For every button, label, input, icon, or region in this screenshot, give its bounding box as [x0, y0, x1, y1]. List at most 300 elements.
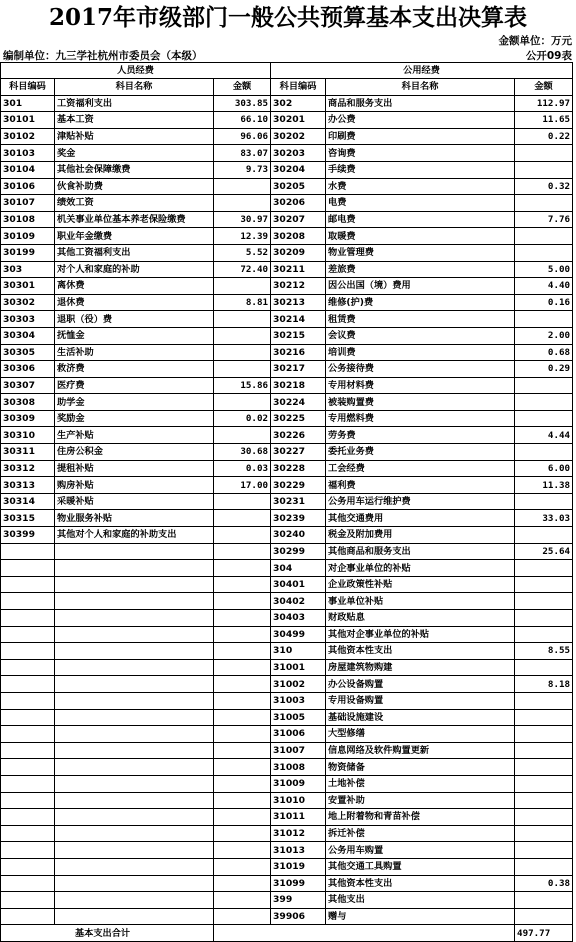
right-code-cell: 31013 [271, 842, 326, 859]
left-empty-cell [1, 809, 55, 826]
left-name-cell: 其他社会保障缴费 [55, 161, 214, 178]
left-empty-cell [55, 659, 214, 676]
right-amount-cell [515, 842, 573, 859]
section-header-row [1, 63, 573, 79]
right-name-cell: 公务用车运行维护费 [326, 493, 515, 510]
table-row [1, 742, 573, 759]
right-amount-cell [515, 610, 573, 627]
right-name-cell: 企业政策性补贴 [326, 576, 515, 593]
right-code-cell: 30231 [271, 493, 326, 510]
total-row [1, 925, 573, 942]
left-empty-cell [55, 643, 214, 660]
right-amount-cell [515, 892, 573, 909]
left-amount-cell: 15.86 [214, 377, 271, 394]
right-name-cell: 其他资本性支出 [326, 875, 515, 892]
budget-table [0, 62, 573, 942]
left-empty-cell [214, 576, 271, 593]
table-row [1, 477, 573, 494]
left-empty-cell [214, 659, 271, 676]
left-empty-cell [1, 643, 55, 660]
left-code-cell: 30313 [1, 477, 55, 494]
right-name-cell: 咨询费 [326, 145, 515, 162]
table-row [1, 145, 573, 162]
left-amount-cell: 66.10 [214, 112, 271, 129]
right-amount-cell [515, 560, 573, 577]
right-code-cell: 30213 [271, 294, 326, 311]
table-row [1, 327, 573, 344]
left-empty-cell [55, 775, 214, 792]
report-title: 2017年市级部门一般公共预算基本支出决算表 [48, 4, 527, 31]
table-row [1, 626, 573, 643]
left-code-cell: 30109 [1, 228, 55, 245]
right-code-cell: 30207 [271, 211, 326, 228]
left-amount-cell: 0.03 [214, 460, 271, 477]
left-empty-cell [1, 576, 55, 593]
right-amount-cell [515, 161, 573, 178]
left-amount-cell [214, 510, 271, 527]
right-name-cell: 大型修缮 [326, 726, 515, 743]
amount-unit-label: 金额单位：万元 [498, 35, 572, 47]
left-code-cell: 30102 [1, 128, 55, 145]
right-amount-cell [515, 908, 573, 925]
right-name-cell: 租赁费 [326, 311, 515, 328]
table-row [1, 809, 573, 826]
left-empty-cell [55, 610, 214, 627]
right-code-cell: 30240 [271, 527, 326, 544]
table-row [1, 95, 573, 112]
right-name-cell: 其他交通工具购置 [326, 858, 515, 875]
section-personnel: 人员经费 [1, 63, 271, 79]
column-header-row [1, 79, 573, 96]
table-row [1, 775, 573, 792]
left-name-header: 科目名称 [55, 79, 214, 96]
right-code-cell: 31010 [271, 792, 326, 809]
right-amount-cell: 2.00 [515, 327, 573, 344]
left-name-cell: 对个人和家庭的补助 [55, 261, 214, 278]
left-empty-cell [214, 875, 271, 892]
right-code-header: 科目编码 [271, 79, 326, 96]
left-code-cell: 30310 [1, 427, 55, 444]
left-code-header: 科目编码 [1, 79, 55, 96]
left-empty-cell [214, 626, 271, 643]
right-amount-cell [515, 527, 573, 544]
left-name-cell: 其他工资福利支出 [55, 244, 214, 261]
left-empty-cell [55, 576, 214, 593]
table-row [1, 560, 573, 577]
right-code-cell: 399 [271, 892, 326, 909]
right-amount-cell: 6.00 [515, 460, 573, 477]
right-amount-cell: 7.76 [515, 211, 573, 228]
table-row [1, 361, 573, 378]
left-empty-cell [1, 792, 55, 809]
left-code-cell: 30302 [1, 294, 55, 311]
left-empty-cell [1, 908, 55, 925]
table-row [1, 643, 573, 660]
right-amount-cell: 0.32 [515, 178, 573, 195]
right-code-cell: 31011 [271, 809, 326, 826]
right-name-cell: 物业管理费 [326, 244, 515, 261]
left-code-cell: 30315 [1, 510, 55, 527]
left-empty-cell [55, 842, 214, 859]
right-code-cell: 31009 [271, 775, 326, 792]
right-code-cell: 30499 [271, 626, 326, 643]
table-row [1, 726, 573, 743]
left-amount-cell [214, 327, 271, 344]
left-empty-cell [214, 593, 271, 610]
left-code-cell: 30305 [1, 344, 55, 361]
right-name-cell: 财政贴息 [326, 610, 515, 627]
total-label: 基本支出合计 [1, 925, 214, 942]
left-empty-cell [214, 709, 271, 726]
right-amount-cell [515, 228, 573, 245]
right-name-cell: 专用材料费 [326, 377, 515, 394]
left-amount-cell [214, 361, 271, 378]
right-name-cell: 专用燃料费 [326, 410, 515, 427]
left-name-cell: 退休费 [55, 294, 214, 311]
left-empty-cell [55, 759, 214, 776]
left-empty-cell [214, 676, 271, 693]
left-code-cell: 30309 [1, 410, 55, 427]
left-empty-cell [55, 792, 214, 809]
left-name-cell: 津贴补贴 [55, 128, 214, 145]
right-amount-cell: 11.38 [515, 477, 573, 494]
left-code-cell: 30308 [1, 394, 55, 411]
left-empty-cell [214, 726, 271, 743]
left-amount-cell [214, 527, 271, 544]
table-row [1, 377, 573, 394]
right-amount-cell [515, 692, 573, 709]
right-code-cell: 30205 [271, 178, 326, 195]
left-empty-cell [55, 742, 214, 759]
right-code-cell: 30229 [271, 477, 326, 494]
right-amount-cell [515, 195, 573, 212]
table-row [1, 543, 573, 560]
right-name-cell: 信息网络及软件购置更新 [326, 742, 515, 759]
right-code-cell: 30403 [271, 610, 326, 627]
right-code-cell: 30216 [271, 344, 326, 361]
right-name-cell: 基础设施建设 [326, 709, 515, 726]
left-code-cell: 30399 [1, 527, 55, 544]
right-name-cell: 物资储备 [326, 759, 515, 776]
left-code-cell: 30303 [1, 311, 55, 328]
table-row [1, 510, 573, 527]
right-amount-cell [515, 394, 573, 411]
left-name-cell: 奖金 [55, 145, 214, 162]
left-empty-cell [1, 610, 55, 627]
right-name-cell: 水费 [326, 178, 515, 195]
left-empty-cell [1, 659, 55, 676]
right-amount-cell [515, 726, 573, 743]
right-code-cell: 30209 [271, 244, 326, 261]
left-name-cell: 奖励金 [55, 410, 214, 427]
left-code-cell: 30307 [1, 377, 55, 394]
right-amount-cell [515, 410, 573, 427]
right-amount-cell: 4.44 [515, 427, 573, 444]
right-amount-cell: 0.38 [515, 875, 573, 892]
left-amount-cell: 30.68 [214, 444, 271, 461]
left-name-cell: 机关事业单位基本养老保险缴费 [55, 211, 214, 228]
table-row [1, 593, 573, 610]
right-name-cell: 房屋建筑物购建 [326, 659, 515, 676]
right-name-cell: 劳务费 [326, 427, 515, 444]
right-amount-cell [515, 626, 573, 643]
right-amount-cell [515, 659, 573, 676]
right-code-cell: 30204 [271, 161, 326, 178]
right-amount-cell: 5.00 [515, 261, 573, 278]
left-empty-cell [1, 775, 55, 792]
right-name-cell: 地上附着物和青苗补偿 [326, 809, 515, 826]
left-empty-cell [1, 726, 55, 743]
right-name-cell: 因公出国（境）费用 [326, 278, 515, 295]
right-amount-cell: 8.55 [515, 643, 573, 660]
total-amount: 497.77 [515, 925, 573, 942]
right-name-cell: 维修(护)费 [326, 294, 515, 311]
right-name-cell: 其他资本性支出 [326, 643, 515, 660]
right-amount-cell [515, 145, 573, 162]
table-row [1, 294, 573, 311]
left-amount-cell: 83.07 [214, 145, 271, 162]
left-empty-cell [1, 825, 55, 842]
left-code-cell: 30103 [1, 145, 55, 162]
left-amount-cell: 5.52 [214, 244, 271, 261]
right-code-cell: 30203 [271, 145, 326, 162]
right-amount-header: 金额 [515, 79, 573, 96]
left-code-cell: 303 [1, 261, 55, 278]
table-row [1, 709, 573, 726]
table-row [1, 610, 573, 627]
right-code-cell: 39906 [271, 908, 326, 925]
right-name-cell: 其他商品和服务支出 [326, 543, 515, 560]
right-name-cell: 其他支出 [326, 892, 515, 909]
right-code-cell: 30225 [271, 410, 326, 427]
left-empty-cell [55, 593, 214, 610]
right-amount-cell [515, 858, 573, 875]
left-name-cell: 工资福利支出 [55, 95, 214, 112]
table-row [1, 676, 573, 693]
table-row [1, 759, 573, 776]
left-name-cell: 提租补贴 [55, 460, 214, 477]
right-code-cell: 31012 [271, 825, 326, 842]
right-code-cell: 30206 [271, 195, 326, 212]
left-empty-cell [1, 560, 55, 577]
right-name-cell: 办公费 [326, 112, 515, 129]
table-row [1, 576, 573, 593]
right-name-cell: 电费 [326, 195, 515, 212]
left-name-cell: 伙食补助费 [55, 178, 214, 195]
left-code-cell: 30107 [1, 195, 55, 212]
left-empty-cell [55, 825, 214, 842]
left-empty-cell [1, 892, 55, 909]
left-amount-header: 金额 [214, 79, 271, 96]
left-empty-cell [55, 543, 214, 560]
left-empty-cell [55, 908, 214, 925]
right-name-cell: 专用设备购置 [326, 692, 515, 709]
right-code-cell: 30228 [271, 460, 326, 477]
right-code-cell: 30217 [271, 361, 326, 378]
right-name-cell: 赠与 [326, 908, 515, 925]
right-amount-cell [515, 493, 573, 510]
right-name-cell: 对企事业单位的补贴 [326, 560, 515, 577]
table-row [1, 875, 573, 892]
left-name-cell: 助学金 [55, 394, 214, 411]
right-amount-cell [515, 809, 573, 826]
left-empty-cell [214, 809, 271, 826]
right-amount-cell [515, 759, 573, 776]
right-name-cell: 印刷费 [326, 128, 515, 145]
right-code-cell: 31003 [271, 692, 326, 709]
right-amount-cell: 0.29 [515, 361, 573, 378]
right-amount-cell [515, 311, 573, 328]
table-row [1, 410, 573, 427]
left-name-cell: 其他对个人和家庭的补助支出 [55, 527, 214, 544]
left-name-cell: 购房补贴 [55, 477, 214, 494]
right-code-cell: 30202 [271, 128, 326, 145]
left-empty-cell [214, 543, 271, 560]
left-empty-cell [1, 875, 55, 892]
right-amount-cell: 112.97 [515, 95, 573, 112]
right-code-cell: 310 [271, 643, 326, 660]
left-name-cell: 生活补助 [55, 344, 214, 361]
right-amount-cell: 33.03 [515, 510, 573, 527]
left-name-cell: 抚恤金 [55, 327, 214, 344]
left-name-cell: 退职（役）费 [55, 311, 214, 328]
right-amount-cell: 0.16 [515, 294, 573, 311]
left-empty-cell [55, 858, 214, 875]
table-row [1, 211, 573, 228]
right-name-cell: 取暖费 [326, 228, 515, 245]
left-name-cell: 职业年金缴费 [55, 228, 214, 245]
left-empty-cell [55, 726, 214, 743]
table-row [1, 112, 573, 129]
left-name-cell: 生产补贴 [55, 427, 214, 444]
left-empty-cell [214, 792, 271, 809]
right-amount-cell: 25.64 [515, 543, 573, 560]
left-code-cell: 30311 [1, 444, 55, 461]
table-row [1, 228, 573, 245]
table-row [1, 659, 573, 676]
left-empty-cell [214, 842, 271, 859]
right-code-cell: 30401 [271, 576, 326, 593]
left-empty-cell [55, 560, 214, 577]
left-name-cell: 采暖补贴 [55, 493, 214, 510]
left-amount-cell [214, 278, 271, 295]
left-empty-cell [55, 692, 214, 709]
right-code-cell: 31002 [271, 676, 326, 693]
left-empty-cell [214, 560, 271, 577]
right-code-cell: 30226 [271, 427, 326, 444]
right-amount-cell: 0.22 [515, 128, 573, 145]
right-name-cell: 商品和服务支出 [326, 95, 515, 112]
right-name-cell: 福利费 [326, 477, 515, 494]
left-empty-cell [214, 610, 271, 627]
left-amount-cell: 30.97 [214, 211, 271, 228]
left-empty-cell [1, 676, 55, 693]
table-row [1, 178, 573, 195]
table-row [1, 892, 573, 909]
right-name-cell: 公务接待费 [326, 361, 515, 378]
left-empty-cell [55, 875, 214, 892]
right-amount-cell: 0.68 [515, 344, 573, 361]
left-amount-cell: 12.39 [214, 228, 271, 245]
left-amount-cell [214, 493, 271, 510]
table-row [1, 278, 573, 295]
table-row [1, 444, 573, 461]
right-amount-cell [515, 593, 573, 610]
left-code-cell: 30304 [1, 327, 55, 344]
left-amount-cell [214, 195, 271, 212]
left-code-cell: 30301 [1, 278, 55, 295]
section-public: 公用经费 [271, 63, 573, 79]
left-name-cell: 救济费 [55, 361, 214, 378]
table-row [1, 908, 573, 925]
left-empty-cell [55, 809, 214, 826]
left-empty-cell [55, 626, 214, 643]
left-code-cell: 30108 [1, 211, 55, 228]
total-spacer [214, 925, 515, 942]
left-amount-cell: 96.06 [214, 128, 271, 145]
right-name-cell: 工会经费 [326, 460, 515, 477]
right-amount-cell [515, 742, 573, 759]
right-name-cell: 会议费 [326, 327, 515, 344]
organization-label: 编制单位：九三学社杭州市委员会（本级） [3, 50, 203, 62]
left-empty-cell [214, 825, 271, 842]
left-amount-cell: 8.81 [214, 294, 271, 311]
right-amount-cell [515, 709, 573, 726]
right-name-cell: 差旅费 [326, 261, 515, 278]
right-code-cell: 31099 [271, 875, 326, 892]
right-code-cell: 31005 [271, 709, 326, 726]
left-name-cell: 物业服务补贴 [55, 510, 214, 527]
left-empty-cell [214, 759, 271, 776]
right-code-cell: 30212 [271, 278, 326, 295]
right-code-cell: 30402 [271, 593, 326, 610]
right-name-cell: 委托业务费 [326, 444, 515, 461]
right-code-cell: 30215 [271, 327, 326, 344]
left-amount-cell: 72.40 [214, 261, 271, 278]
right-name-cell: 邮电费 [326, 211, 515, 228]
left-amount-cell: 9.73 [214, 161, 271, 178]
right-code-cell: 304 [271, 560, 326, 577]
left-code-cell: 30199 [1, 244, 55, 261]
left-empty-cell [1, 626, 55, 643]
left-code-cell: 30312 [1, 460, 55, 477]
left-empty-cell [1, 742, 55, 759]
left-amount-cell [214, 311, 271, 328]
left-amount-cell [214, 427, 271, 444]
right-name-cell: 培训费 [326, 344, 515, 361]
right-code-cell: 31006 [271, 726, 326, 743]
left-name-cell: 住房公积金 [55, 444, 214, 461]
table-row [1, 311, 573, 328]
table-row [1, 161, 573, 178]
right-name-header: 科目名称 [326, 79, 515, 96]
table-row [1, 344, 573, 361]
right-code-cell: 30227 [271, 444, 326, 461]
right-code-cell: 30299 [271, 543, 326, 560]
right-code-cell: 30218 [271, 377, 326, 394]
left-code-cell: 30101 [1, 112, 55, 129]
table-row [1, 195, 573, 212]
right-amount-cell [515, 775, 573, 792]
right-name-cell: 被装购置费 [326, 394, 515, 411]
left-empty-cell [1, 543, 55, 560]
right-amount-cell [515, 576, 573, 593]
right-amount-cell: 11.65 [515, 112, 573, 129]
left-code-cell: 301 [1, 95, 55, 112]
left-empty-cell [1, 858, 55, 875]
left-name-cell: 离休费 [55, 278, 214, 295]
table-row [1, 261, 573, 278]
